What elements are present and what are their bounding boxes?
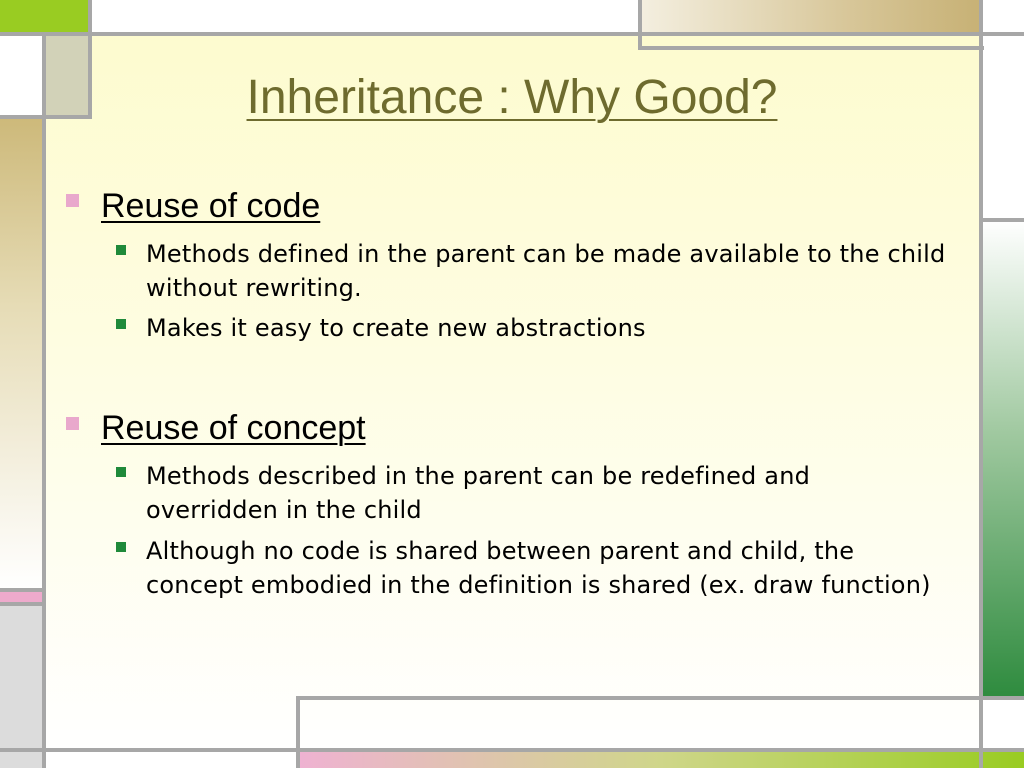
bullet-text: Methods described in the parent can be redefined and overridden in the child: [146, 462, 811, 524]
sub-bullet-square-icon: [116, 467, 126, 477]
sub-bullet-square-icon: [116, 319, 126, 329]
decor-gray-block-bottom-left: [0, 604, 44, 768]
decor-tan-strip-left: [0, 118, 44, 590]
frame-line-left-lower: [0, 588, 46, 592]
frame-line-left-upper: [0, 115, 92, 119]
decor-tan-block-top-right: [640, 0, 981, 34]
frame-line-left-inner: [88, 0, 92, 118]
bullet-square-icon: [66, 194, 79, 207]
decor-gray-block-top-left: [44, 34, 90, 118]
frame-line-bottom-vertical: [296, 696, 300, 768]
frame-line-top-right: [638, 46, 984, 50]
sub-bullet-square-icon: [116, 542, 126, 552]
decor-green-strip-right: [981, 220, 1024, 698]
slide-background: [44, 34, 981, 752]
frame-line-left-lower-2: [0, 602, 46, 606]
section-heading: Reuse of concept: [101, 409, 366, 447]
sub-bullet-square-icon: [116, 245, 126, 255]
frame-line-bottom: [0, 748, 1024, 752]
frame-line-left: [42, 32, 46, 768]
bullet-square-icon: [66, 417, 79, 430]
frame-line-right-upper: [981, 218, 1024, 222]
frame-line-top-right-vertical: [638, 0, 642, 50]
decor-bottom-strip: [298, 752, 1024, 768]
bullet-text: Methods defined in the parent can be made available to the child without rewriting.: [146, 240, 946, 302]
section-heading: Reuse of code: [101, 187, 321, 225]
frame-line-bottom-inner: [296, 696, 984, 700]
slide-title: Inheritance : Why Good?: [246, 71, 778, 124]
frame-line-top: [0, 32, 1024, 36]
frame-line-right-lower: [981, 696, 1024, 700]
bullet-text: Makes it easy to create new abstractions: [146, 314, 646, 342]
frame-line-right: [979, 0, 983, 768]
bullet-text: Although no code is shared between parent and child, the concept embodied in the definition is shared (ex. draw function): [146, 537, 931, 599]
decor-green-block-top-left: [0, 0, 90, 34]
